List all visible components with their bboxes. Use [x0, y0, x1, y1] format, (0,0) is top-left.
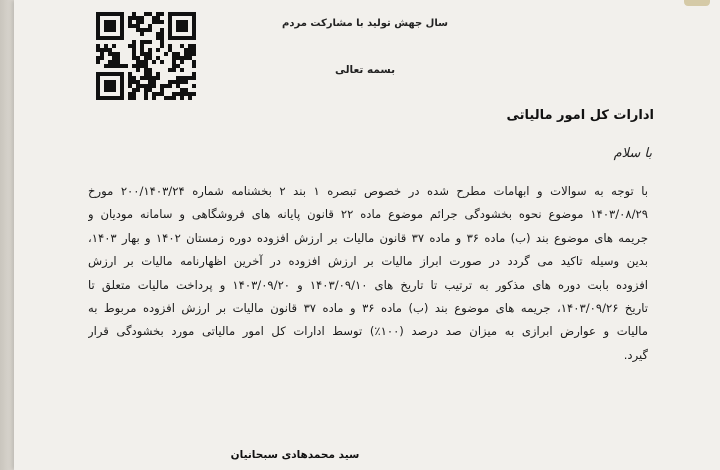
- body-line: مالیات و عوارض ابرازی به میزان صد درصد (۱۰۰٪) توسط ادارات کل امور مالیاتی مورد بخشودگی قرار: [88, 324, 648, 339]
- qr-code-icon: [96, 12, 196, 100]
- year-slogan: سال جهش تولید با مشارکت مردم: [282, 18, 448, 29]
- basmala-heading: بسمه تعالی: [334, 64, 396, 76]
- body-line: بدین وسیله تاکید می گردد در صورت ابراز مالیات بر ارزش افزوده در آخرین اظهارنامه مالیات بر ارزش: [88, 254, 648, 269]
- page-shadow-edge: [0, 0, 14, 470]
- signer-name: سید محمدهادی سبحانیان: [230, 449, 360, 461]
- body-line: با توجه به سوالات و ابهامات مطرح شده در خصوص تبصره ۱ بند ۲ بخشنامه شماره ۲۰۰/۱۴۰۳/۲۴ مورخ: [88, 184, 648, 198]
- greeting-text: با سلام: [613, 146, 652, 161]
- body-line: جریمه های موضوع بند (ب) ماده ۳۶ و ماده ۳۷ قانون مالیات بر ارزش افزوده دوره زمستان ۱۴۰۲ و بهار ۱۴۰۳،: [88, 230, 648, 245]
- body-line: ۱۴۰۳/۰۸/۲۹ موضوع نحوه بخشودگی جرائم موضوع ماده ۲۲ قانون پایانه های فروشگاهی و سامانه مودیان و: [88, 207, 648, 222]
- corner-mark: [684, 0, 710, 6]
- body-line: گیرد.: [623, 347, 648, 362]
- body-line: تاریخ ۱۴۰۳/۰۹/۲۶، جریمه های موضوع بند (ب) ماده ۳۶ و ماده ۳۷ قانون مالیات بر ارزش افزوده مربوط به: [88, 300, 648, 315]
- letter-body: [88, 180, 648, 400]
- recipient-title: ادارات کل امور مالیاتی: [506, 108, 654, 123]
- body-line: افزوده بابت دوره های مذکور به ترتیب تا تاریخ های ۱۴۰۳/۰۹/۱۰ و ۱۴۰۳/۰۹/۲۰ و پرداخت مالیات متعلق تا: [88, 277, 648, 292]
